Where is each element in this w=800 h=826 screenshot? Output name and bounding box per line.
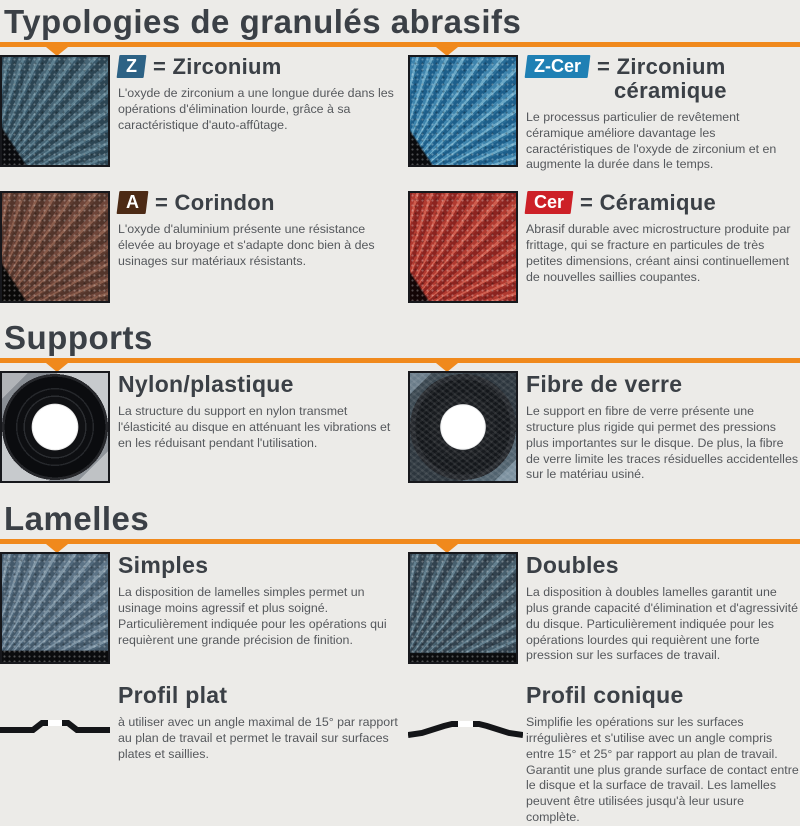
- card-title: Fibre de verre: [526, 371, 683, 398]
- card-title: = Zirconium céramique: [597, 54, 727, 103]
- supports-grid: [0, 371, 800, 483]
- orange-divider: [0, 539, 800, 544]
- conical-profile-icon: [408, 716, 523, 742]
- card-doubles: [408, 552, 800, 664]
- card-nylon: [0, 371, 400, 483]
- card-title: = Céramique: [580, 190, 716, 216]
- card-description: Le processus particulier de revêtement céramique améliore davantage les caractéristiques de l'oxyde de zirconium et en augmente la durée dans le temps.: [526, 110, 777, 172]
- card-title: Simples: [118, 552, 209, 579]
- section-lamelles: [0, 497, 800, 826]
- badge-z-cer: Z-Cer: [525, 55, 591, 78]
- section-title-typologies: Typologies de granulés abrasifs: [4, 3, 522, 40]
- badge-a: A: [117, 191, 149, 214]
- nylon-backing-photo: [0, 371, 110, 483]
- card-zirconium-ceramique: [408, 55, 800, 173]
- card-title: Nylon/plastique: [118, 371, 294, 398]
- card-title: Profil plat: [118, 682, 228, 709]
- corundum-disc-photo: [0, 191, 110, 303]
- section-typologies: [0, 0, 800, 303]
- card-description: Simplifie les opérations sur les surfaces irrégulières et s'utilise avec un angle compris entre 15° et 25° par rapport au plan de travail. Garantit une plus grande surface de contact entre le disque et la surface de travail. Les lamelles peuvent être utilisées jusqu'à leur usure complète.: [526, 715, 799, 824]
- single-flaps-photo: [0, 552, 110, 664]
- card-description: Abrasif durable avec microstructure produite par frittage, qui se fracture en particules de très petites dimensions, créant ainsi continuellement de nouvelles saillies coupantes.: [526, 222, 791, 284]
- orange-divider: [0, 358, 800, 363]
- card-fibre-de-verre: [408, 371, 800, 483]
- typologies-grid: [0, 55, 800, 303]
- card-description: L'oxyde d'aluminium présente une résistance élevée au broyage et s'adapte donc bien à des usinages sur matériaux résistants.: [118, 222, 375, 268]
- section-title-lamelles: Lamelles: [4, 500, 150, 538]
- card-ceramique: [408, 191, 800, 303]
- badge-z: Z: [117, 55, 147, 78]
- card-description: La structure du support en nylon transmet l'élasticité au disque en atténuant les vibrations et en les réduisant pendant l'utilisation.: [118, 404, 391, 450]
- card-description: Le support en fibre de verre présente une structure plus rigide qui permet des pressions plus importantes sur le disque. De plus, la fibre de verre limite les traces résiduelles accidentelles sur le matériau usiné.: [526, 404, 799, 482]
- card-title: = Zirconium: [153, 54, 282, 79]
- section-supports: [0, 316, 800, 483]
- orange-divider: [0, 42, 800, 47]
- double-flaps-photo: [408, 552, 518, 664]
- card-corindon: [0, 191, 400, 303]
- card-profil-plat: [0, 682, 400, 826]
- lamelles-grid: [0, 552, 800, 826]
- badge-cer: Cer: [525, 191, 574, 214]
- card-title: Doubles: [526, 552, 619, 579]
- card-zirconium: [0, 55, 400, 173]
- card-title: Profil conique: [526, 682, 684, 709]
- card-description: La disposition à doubles lamelles garantit une plus grande capacité d'élimination et d'agressivité du disque. Particulièrement indiquée pour les opérations lourdes qui requièrent une forte pression sur les surfaces de travail.: [526, 585, 798, 663]
- flat-profile-icon: [0, 716, 110, 740]
- card-description: L'oxyde de zirconium a une longue durée dans les opérations d'élimination lourde, grâce à sa caractéristique d'auto-affûtage.: [118, 86, 394, 132]
- section-title-supports: Supports: [4, 319, 153, 357]
- zirconium-ceramic-disc-photo: [408, 55, 518, 167]
- card-profil-conique: [408, 682, 800, 826]
- ceramic-disc-photo: [408, 191, 518, 303]
- card-description: à utiliser avec un angle maximal de 15° par rapport au plan de travail et permet le travail sur surfaces plates et saillies.: [118, 715, 398, 761]
- card-title: = Corindon: [155, 190, 275, 216]
- card-simples: [0, 552, 400, 664]
- card-description: La disposition de lamelles simples permet un usinage moins agressif et plus soigné. Particulièrement indiquée pour les opérations qui requièrent une grande précision de finition.: [118, 585, 387, 647]
- zirconium-disc-photo: [0, 55, 110, 167]
- fiberglass-backing-photo: [408, 371, 518, 483]
